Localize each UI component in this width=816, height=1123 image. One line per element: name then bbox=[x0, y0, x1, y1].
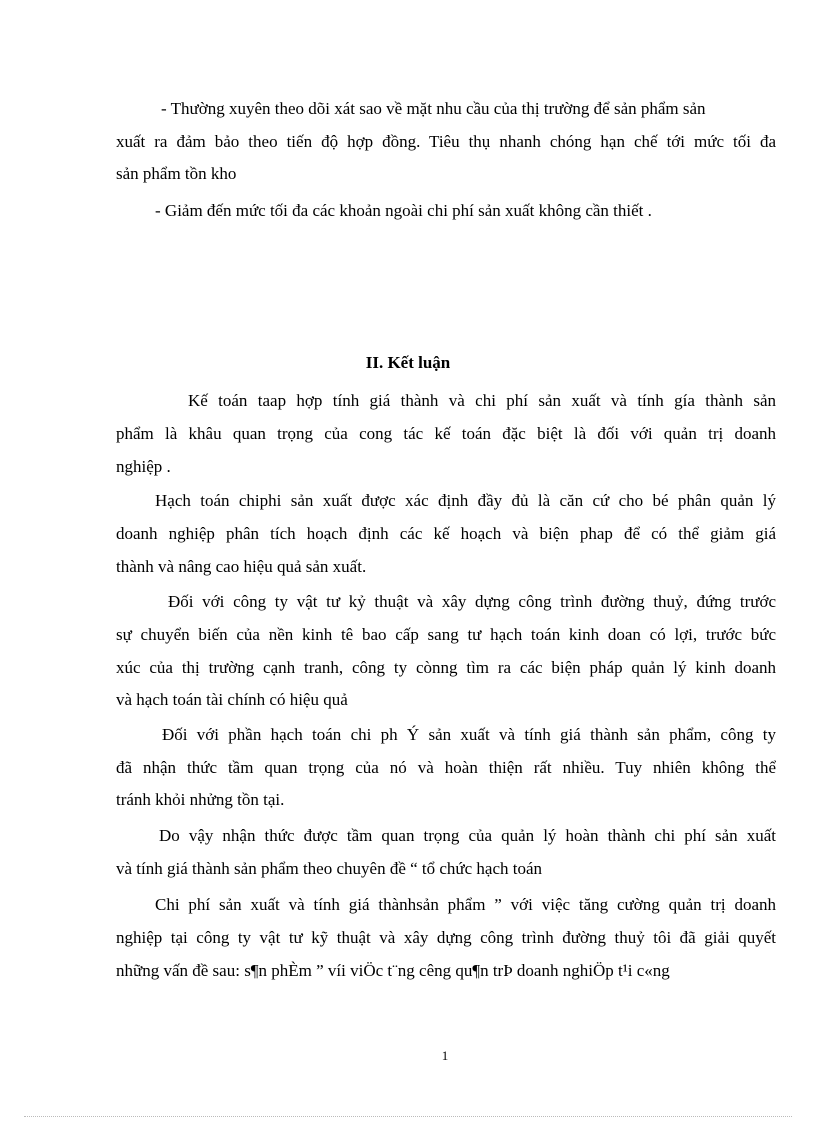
paragraph-line-5: Kế toán taap hợp tính giá thành và chi phí sản xuất và tính gía thành sản bbox=[188, 391, 776, 410]
paragraph-line-22: những vấn đề sau: s¶n phÈm ” víi viÖc t¨ng cêng qu¶n trÞ doanh nghiÖp t¹i c«ng bbox=[116, 961, 670, 980]
section-heading: II. Kết luận bbox=[365, 353, 451, 372]
paragraph-line-15: Đối với phần hạch toán chi ph Ý sản xuất và tính giá thành sản phẩm, công ty bbox=[162, 725, 776, 744]
paragraph-line-3: sản phẩm tồn kho bbox=[116, 164, 237, 183]
paragraph-line-10: thành và nâng cao hiệu quả sản xuất. bbox=[116, 557, 367, 576]
paragraph-line-18: Do vậy nhận thức được tầm quan trọng của quản lý hoàn thành chi phí sản xuất bbox=[159, 826, 776, 845]
paragraph-line-7: nghiệp . bbox=[116, 457, 171, 476]
paragraph-line-9: doanh nghiệp phân tích hoạch định các kế hoạch và biện phap để có thể giảm giá bbox=[116, 524, 776, 543]
paragraph-line-16: đã nhận thức tầm quan trọng của nó và hoàn thiện rất nhiều. Tuy nhiên không thể bbox=[116, 758, 776, 777]
page-number: 1 bbox=[441, 1048, 449, 1063]
paragraph-line-1: - Thường xuyên theo dõi xát sao về mặt nhu cầu của thị trường để sản phẩm sản bbox=[161, 99, 706, 118]
paragraph-line-2: xuất ra đảm bảo theo tiến độ hợp đồng. Tiêu thụ nhanh chóng hạn chế tới mức tối đa bbox=[116, 132, 776, 151]
paragraph-line-13: xúc của thị trường cạnh tranh, công ty cònng tìm ra các biện pháp quản lý kinh doanh bbox=[116, 658, 776, 677]
paragraph-line-17: tránh khỏi nhửng tồn tại. bbox=[116, 790, 285, 809]
paragraph-line-8: Hạch toán chiphi sản xuất được xác định đầy đủ là căn cứ cho bé phân quản lý bbox=[155, 491, 776, 510]
paragraph-line-21: nghiệp tại công ty vật tư kỹ thuật và xây dựng công trình đường thuỷ tôi đã giải quyết bbox=[116, 928, 776, 947]
page-bottom-divider bbox=[24, 1116, 792, 1117]
paragraph-line-20: Chi phí sản xuất và tính giá thànhsản phẩm ” với việc tăng cường quản trị doanh bbox=[155, 895, 776, 914]
paragraph-line-14: và hạch toán tài chính có hiệu quả bbox=[116, 690, 348, 709]
paragraph-line-6: phẩm là khâu quan trọng của cong tác kế toán đặc biệt là đối với quản trị doanh bbox=[116, 424, 776, 443]
paragraph-line-4: - Giảm đến mức tối đa các khoản ngoài chi phí sản xuất không cần thiết . bbox=[155, 201, 652, 220]
paragraph-line-11: Đối với công ty vật tư kỷ thuật và xây dựng công trình đường thuỷ, đứng trước bbox=[168, 592, 776, 611]
paragraph-line-19: và tính giá thành sản phẩm theo chuyên đề “ tổ chức hạch toán bbox=[116, 859, 543, 878]
paragraph-line-12: sự chuyển biến của nền kinh tê bao cấp sang tư hạch toán kinh doan có lợi, trước bức bbox=[116, 625, 776, 644]
